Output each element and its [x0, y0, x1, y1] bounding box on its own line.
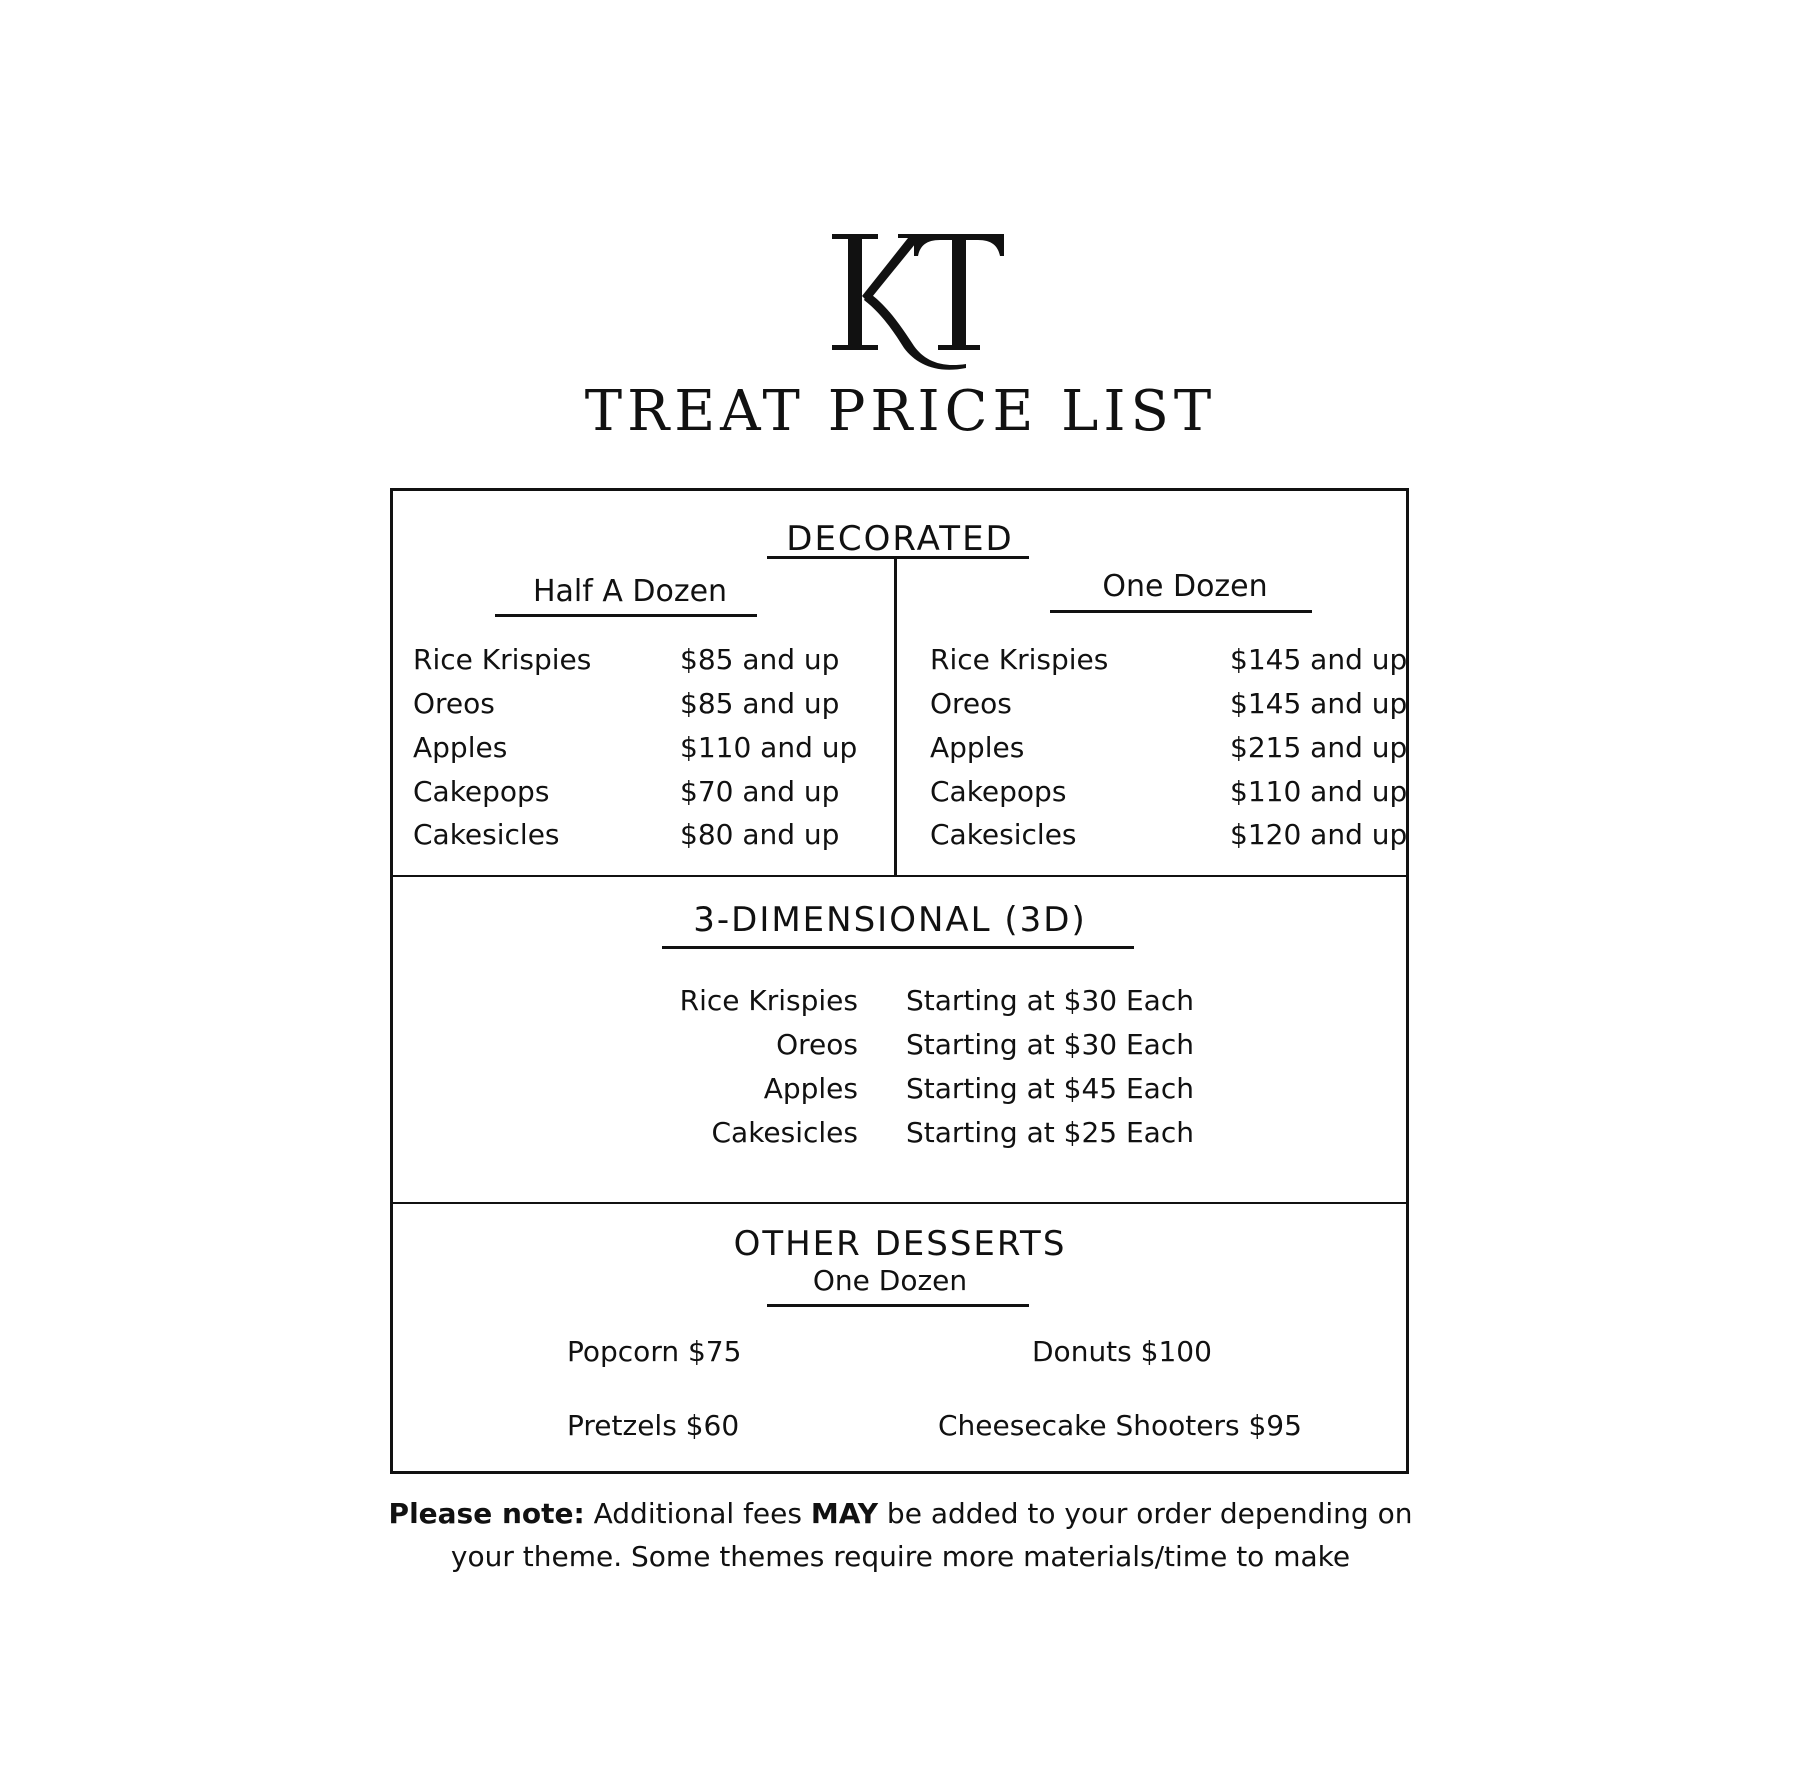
half-item-price: $110 and up	[680, 731, 858, 764]
dozen-item-price: $120 and up	[1230, 818, 1408, 851]
three-d-item-name: Apples	[763, 1072, 858, 1105]
three-d-underline	[662, 946, 1134, 949]
half-item-price: $80 and up	[680, 818, 840, 851]
half-dozen-heading: Half A Dozen	[532, 574, 728, 609]
half-item-price: $85 and up	[680, 687, 840, 720]
three-d-item-price: Starting at $30 Each	[906, 1028, 1194, 1061]
dozen-item-price: $145 and up	[1230, 643, 1408, 676]
note-lead: Please note:	[388, 1497, 585, 1530]
note-line-2: your theme. Some themes require more materials/time to make	[450, 1540, 1351, 1573]
dozen-item-name: Cakepops	[930, 775, 1067, 808]
three-d-item-name: Oreos	[776, 1028, 858, 1061]
dessert-item: Popcorn $75	[567, 1335, 742, 1368]
decorated-divider	[894, 556, 897, 876]
half-item-name: Cakesicles	[413, 818, 560, 851]
half-item-name: Cakepops	[413, 775, 550, 808]
one-dozen-heading: One Dozen	[1102, 569, 1268, 604]
half-dozen-underline	[495, 614, 757, 617]
other-desserts-heading: OTHER DESSERTS	[733, 1224, 1067, 1264]
half-item-name: Rice Krispies	[413, 643, 592, 676]
one-dozen-underline	[1050, 610, 1312, 613]
dozen-item-name: Rice Krispies	[930, 643, 1109, 676]
note-text: be added to your order depending on	[878, 1497, 1413, 1530]
note-text: Additional fees	[584, 1497, 811, 1530]
note-line-1	[0, 1497, 1801, 1530]
dessert-item: Donuts $100	[1032, 1335, 1212, 1368]
dozen-item-price: $110 and up	[1230, 775, 1408, 808]
half-item-price: $70 and up	[680, 775, 840, 808]
other-desserts-subheading: One Dozen	[812, 1264, 968, 1297]
decorated-heading: DECORATED	[786, 519, 1014, 559]
half-item-name: Oreos	[413, 687, 495, 720]
price-table-frame	[390, 488, 1409, 1474]
page-title: TREAT PRICE LIST	[584, 379, 1217, 444]
dozen-item-name: Oreos	[930, 687, 1012, 720]
section-divider	[390, 875, 1409, 877]
kt-logo	[828, 228, 1006, 373]
dozen-item-name: Apples	[930, 731, 1025, 764]
dozen-item-price: $145 and up	[1230, 687, 1408, 720]
half-item-name: Apples	[413, 731, 508, 764]
three-d-item-name: Cakesicles	[711, 1116, 858, 1149]
dessert-item: Cheesecake Shooters $95	[938, 1409, 1302, 1442]
three-d-item-price: Starting at $25 Each	[906, 1116, 1194, 1149]
three-d-item-price: Starting at $30 Each	[906, 984, 1194, 1017]
three-d-item-name: Rice Krispies	[679, 984, 858, 1017]
three-d-item-price: Starting at $45 Each	[906, 1072, 1194, 1105]
three-d-heading: 3-DIMENSIONAL (3D)	[693, 900, 1087, 940]
decorated-underline	[767, 556, 1029, 559]
section-divider	[390, 1202, 1409, 1204]
dessert-item: Pretzels $60	[567, 1409, 740, 1442]
note-emphasis: MAY	[810, 1497, 879, 1530]
dozen-item-name: Cakesicles	[930, 818, 1077, 851]
half-item-price: $85 and up	[680, 643, 840, 676]
other-desserts-underline	[767, 1304, 1029, 1307]
dozen-item-price: $215 and up	[1230, 731, 1408, 764]
